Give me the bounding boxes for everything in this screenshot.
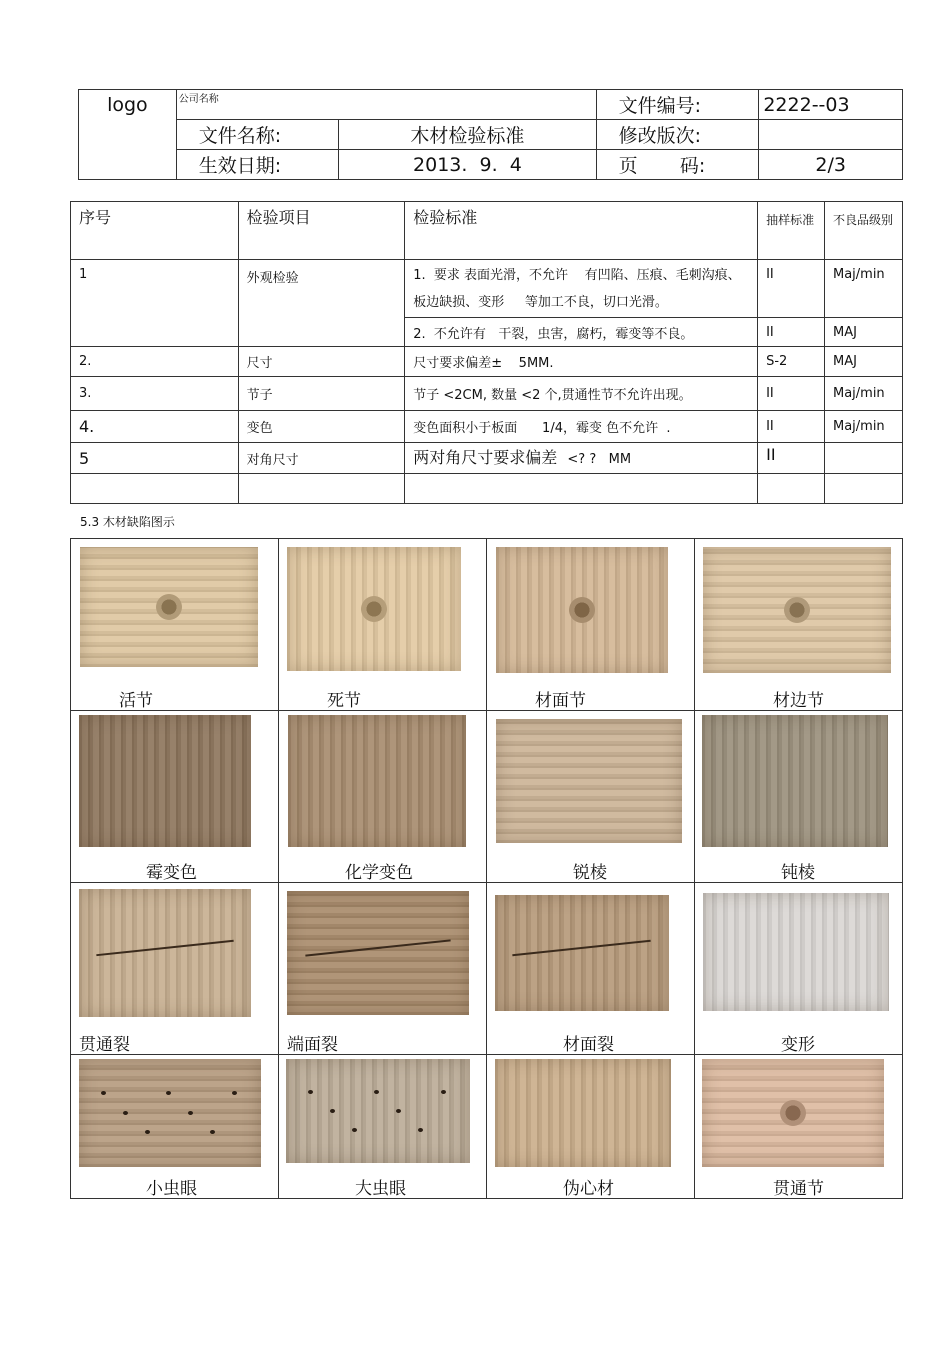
- row-no: 5: [71, 443, 239, 474]
- page-label: 页 码:: [596, 150, 759, 180]
- row-grade: Maj/min: [824, 377, 902, 411]
- revision-label: 修改版次:: [596, 120, 759, 150]
- row-standard-tail: <? ? MM: [567, 452, 632, 467]
- defect-label: 小虫眼: [146, 1179, 197, 1199]
- defect-label: 材边节: [773, 691, 824, 711]
- defect-label: 霉变色: [146, 863, 197, 883]
- row-item: 尺寸: [238, 347, 405, 377]
- through-crack-photo: [79, 889, 251, 1017]
- wormhole-mark: [166, 1091, 171, 1095]
- document-header: [78, 89, 903, 180]
- col-header-sampling: 抽样标准: [758, 202, 825, 260]
- crack-mark: [513, 940, 652, 957]
- row-sampling: II: [758, 318, 825, 347]
- edge-knot-photo: [703, 547, 891, 673]
- table-row: [71, 443, 903, 474]
- defect-label: 材面裂: [563, 1035, 614, 1055]
- row-item: 外观检验: [238, 260, 405, 347]
- defect-cell: [487, 1055, 695, 1199]
- wormhole-mark: [232, 1091, 237, 1095]
- blunt-wane-photo: [702, 715, 888, 847]
- row-grade: Maj/min: [824, 260, 902, 318]
- defect-cell: [279, 1055, 487, 1199]
- row-standard: 2. 不允许有 干裂，虫害，腐朽，霉变等不良。: [405, 318, 758, 347]
- revision-value: [759, 120, 903, 150]
- section-title: 5.3 木材缺陷图示: [80, 515, 175, 529]
- defect-row: [71, 1055, 903, 1199]
- defect-label: 贯通节: [773, 1179, 824, 1199]
- row-grade: [824, 443, 902, 474]
- row-grade: Maj/min: [824, 411, 902, 443]
- live-knot-photo: [80, 547, 258, 667]
- small-wormhole-photo: [79, 1059, 261, 1167]
- sharp-wane-photo: [496, 719, 682, 843]
- doc-name-label: 文件名称:: [176, 120, 338, 150]
- doc-no-label: 文件编号:: [596, 90, 759, 120]
- crack-mark: [305, 939, 450, 956]
- row-sampling: II: [758, 411, 825, 443]
- row-item: 节子: [238, 377, 405, 411]
- wormhole-mark: [396, 1109, 401, 1113]
- defect-label: 贯通裂: [79, 1035, 130, 1055]
- row-no: 1: [71, 260, 239, 347]
- wormhole-mark: [441, 1090, 446, 1094]
- row-no: 2.: [71, 347, 239, 377]
- defect-label: 端面裂: [287, 1035, 338, 1055]
- effective-date-value: 2013. 9. 4: [339, 150, 596, 180]
- defect-label: 材面节: [535, 691, 586, 711]
- defect-cell: [695, 539, 903, 711]
- row-item: 变色: [238, 411, 405, 443]
- defect-label: 钝棱: [781, 863, 815, 883]
- large-wormhole-photo: [286, 1059, 470, 1163]
- surface-crack-photo: [495, 895, 669, 1011]
- page-value: 2/3: [759, 150, 903, 180]
- row-sampling: S-2: [758, 347, 825, 377]
- row-grade: MAJ: [824, 318, 902, 347]
- col-header-standard: 检验标准: [405, 202, 758, 260]
- wormhole-mark: [210, 1130, 215, 1134]
- knot-mark: [154, 592, 184, 622]
- wormhole-mark: [330, 1109, 335, 1113]
- defect-grid: [70, 538, 903, 1199]
- defect-cell: [695, 711, 903, 883]
- crack-mark: [96, 939, 233, 955]
- defect-row: [71, 539, 903, 711]
- defect-label: 锐棱: [573, 863, 607, 883]
- logo: logo: [79, 90, 177, 180]
- table-row: [71, 411, 903, 443]
- defect-cell: [71, 1055, 279, 1199]
- end-crack-photo: [287, 891, 469, 1015]
- knot-mark: [567, 595, 597, 625]
- row-standard: 节子 <2CM, 数量 <2 个,贯通性节不允许出现。: [405, 377, 758, 411]
- knot-mark: [359, 594, 389, 624]
- row-standard: 变色面积小于板面 1/4，霉变 色不允许 .: [405, 411, 758, 443]
- wormhole-mark: [352, 1128, 357, 1132]
- row-sampling: II: [758, 443, 825, 474]
- defect-label: 变形: [781, 1035, 815, 1055]
- defect-label: 活节: [119, 691, 153, 711]
- row-grade: MAJ: [824, 347, 902, 377]
- col-header-no: 序号: [71, 202, 239, 260]
- defect-cell: [695, 883, 903, 1055]
- defect-label: 伪心材: [563, 1179, 614, 1199]
- knot-mark: [782, 595, 812, 625]
- col-header-item: 检验项目: [238, 202, 405, 260]
- table-row: [71, 260, 903, 318]
- false-heartwood-photo: [495, 1059, 671, 1167]
- row-standard: 尺寸要求偏差± 5MM.: [405, 347, 758, 377]
- warp-photo: [703, 893, 889, 1011]
- wormhole-mark: [123, 1111, 128, 1115]
- row-standard: 1. 要求 表面光滑，不允许 有凹陷、压痕、毛刺沟痕、板边缺损、变形 等加工不良，切口光滑。: [405, 260, 758, 318]
- row-sampling: II: [758, 260, 825, 318]
- doc-no-value: 2222--03: [759, 90, 903, 120]
- defect-row: [71, 883, 903, 1055]
- wormhole-mark: [145, 1130, 150, 1134]
- defect-row: [71, 711, 903, 883]
- col-header-grade: 不良品级别: [824, 202, 902, 260]
- dead-knot-photo: [287, 547, 461, 671]
- defect-cell: [279, 883, 487, 1055]
- row-sampling: II: [758, 377, 825, 411]
- company-name: 公司名称: [176, 90, 596, 120]
- defect-cell: [71, 539, 279, 711]
- defect-cell: [487, 883, 695, 1055]
- mold-stain-photo: [79, 715, 251, 847]
- defect-cell: [279, 539, 487, 711]
- defect-label: 大虫眼: [355, 1179, 406, 1199]
- defect-cell: [71, 883, 279, 1055]
- chemical-stain-photo: [288, 715, 466, 847]
- wormhole-mark: [418, 1128, 423, 1132]
- row-standard: 两对角尺寸要求偏差: [413, 448, 558, 467]
- table-row: [71, 347, 903, 377]
- wormhole-mark: [101, 1091, 106, 1095]
- row-item: 对角尺寸: [238, 443, 405, 474]
- effective-date-label: 生效日期:: [176, 150, 338, 180]
- table-row: [71, 377, 903, 411]
- wormhole-mark: [188, 1111, 193, 1115]
- wormhole-mark: [308, 1090, 313, 1094]
- through-knot-photo: [702, 1059, 884, 1167]
- defect-label: 化学变色: [345, 863, 413, 883]
- table-header-row: [71, 202, 903, 260]
- table-row-empty: [71, 474, 903, 504]
- defect-cell: [695, 1055, 903, 1199]
- row-no: 3.: [71, 377, 239, 411]
- defect-cell: [487, 539, 695, 711]
- wormhole-mark: [374, 1090, 379, 1094]
- face-knot-photo: [496, 547, 668, 673]
- defect-cell: [71, 711, 279, 883]
- doc-name-value: 木材检验标准: [339, 120, 596, 150]
- defect-cell: [279, 711, 487, 883]
- row-no: 4.: [71, 411, 239, 443]
- inspection-table: [70, 201, 903, 504]
- defect-cell: [487, 711, 695, 883]
- knot-mark: [778, 1098, 808, 1128]
- defect-label: 死节: [327, 691, 361, 711]
